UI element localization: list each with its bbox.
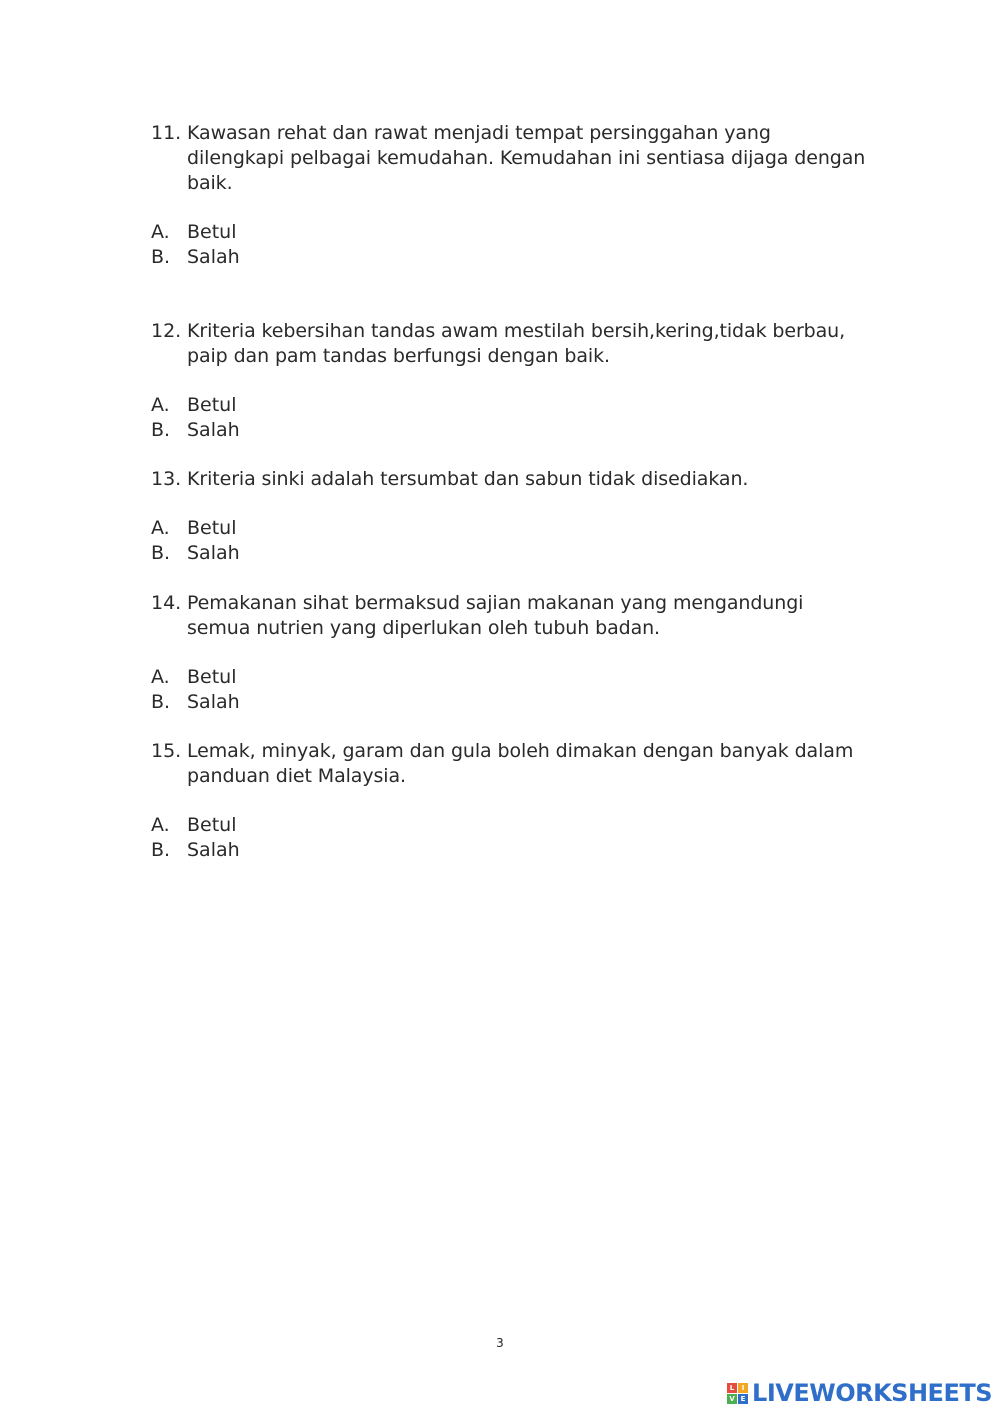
option-a[interactable] <box>151 220 871 245</box>
option-b[interactable] <box>151 838 871 863</box>
option-label: Salah <box>187 542 240 564</box>
logo-tile: L <box>727 1383 737 1393</box>
answer-options <box>151 665 871 715</box>
option-a[interactable] <box>151 516 871 541</box>
question-13 <box>151 467 871 566</box>
option-label: Salah <box>187 691 240 713</box>
liveworksheets-logo[interactable] <box>727 1378 992 1408</box>
option-label: Betul <box>187 517 237 539</box>
option-letter: B. <box>151 542 171 564</box>
option-letter: B. <box>151 691 171 713</box>
logo-tile: I <box>738 1383 748 1393</box>
question-number: 15. <box>151 740 182 762</box>
option-label: Salah <box>187 246 240 268</box>
answer-options <box>151 813 871 863</box>
page-number: 3 <box>496 1336 504 1350</box>
option-letter: B. <box>151 246 171 268</box>
question-number: 13. <box>151 468 182 490</box>
question-number: 12. <box>151 320 182 342</box>
option-letter: A. <box>151 394 170 416</box>
option-label: Betul <box>187 221 237 243</box>
question-number: 14. <box>151 592 182 614</box>
question-text: Kriteria kebersihan tandas awam mestilah bersih,kering,tidak berbau, paip dan pam tandas berfungsi dengan baik. <box>187 320 846 367</box>
option-b[interactable] <box>151 541 871 566</box>
option-a[interactable] <box>151 393 871 418</box>
question-14 <box>151 591 871 715</box>
option-label: Salah <box>187 419 240 441</box>
option-b[interactable] <box>151 245 871 270</box>
option-letter: A. <box>151 666 170 688</box>
answer-options <box>151 516 871 566</box>
question-text: Pemakanan sihat bermaksud sajian makanan yang mengandungi semua nutrien yang diperlukan oleh tubuh badan. <box>187 592 804 639</box>
option-letter: A. <box>151 221 170 243</box>
question-text: Lemak, minyak, garam dan gula boleh dimakan dengan banyak dalam panduan diet Malaysia. <box>187 740 854 787</box>
brand-name: LIVEWORKSHEETS <box>752 1379 992 1407</box>
option-a[interactable] <box>151 665 871 690</box>
option-letter: A. <box>151 517 170 539</box>
question-11 <box>151 121 871 270</box>
option-letter: B. <box>151 419 171 441</box>
question-text: Kawasan rehat dan rawat menjadi tempat persinggahan yang dilengkapi pelbagai kemudahan. Kemudahan ini sentiasa dijaga dengan baik. <box>187 122 866 194</box>
answer-options <box>151 393 871 443</box>
question-15 <box>151 739 871 863</box>
question-12 <box>151 319 871 443</box>
option-b[interactable] <box>151 418 871 443</box>
answer-options <box>151 220 871 270</box>
option-label: Betul <box>187 814 237 836</box>
liveworksheets-logo-icon <box>727 1383 748 1404</box>
question-text: Kriteria sinki adalah tersumbat dan sabun tidak disediakan. <box>187 468 749 490</box>
option-b[interactable] <box>151 690 871 715</box>
option-label: Salah <box>187 839 240 861</box>
option-label: Betul <box>187 666 237 688</box>
option-letter: A. <box>151 814 170 836</box>
logo-tile: E <box>738 1394 748 1404</box>
option-label: Betul <box>187 394 237 416</box>
option-letter: B. <box>151 839 171 861</box>
question-number: 11. <box>151 122 182 144</box>
logo-tile: V <box>727 1394 737 1404</box>
option-a[interactable] <box>151 813 871 838</box>
